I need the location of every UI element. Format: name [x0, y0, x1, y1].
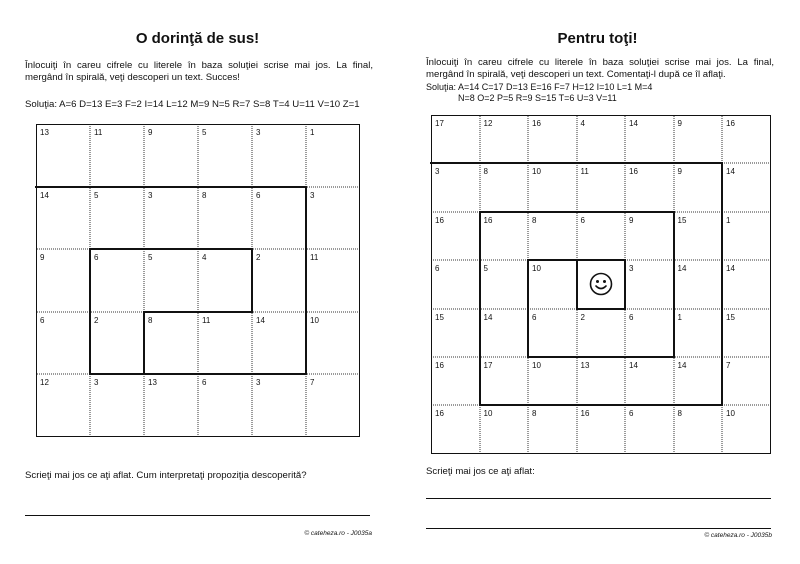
- right-spiral-line: [479, 404, 724, 406]
- right-grid-cell[interactable]: 15: [674, 212, 723, 260]
- right-grid-cell[interactable]: 10: [480, 405, 529, 453]
- left-grid-cell[interactable]: 3: [90, 374, 144, 437]
- right-grid-cell[interactable]: 14: [480, 309, 529, 357]
- right-grid-cell[interactable]: 17: [431, 115, 480, 163]
- right-grid-cell[interactable]: 14: [625, 357, 674, 405]
- right-grid-cell[interactable]: 8: [480, 163, 529, 211]
- smiley-face-icon: [589, 272, 613, 296]
- right-spiral-line: [721, 162, 723, 406]
- right-grid-cell[interactable]: 16: [431, 405, 480, 453]
- right-grid-cell[interactable]: 14: [625, 115, 674, 163]
- right-spiral-line: [624, 259, 626, 309]
- right-grid-cell[interactable]: 10: [528, 357, 577, 405]
- right-grid-cell[interactable]: 5: [480, 260, 529, 308]
- left-spiral-line: [251, 248, 253, 313]
- right-solution-line-1: Soluţia: A=14 C=17 D=13 E=16 F=7 H=12 I=10 L=1 M=4: [426, 82, 653, 92]
- left-grid-cell[interactable]: 9: [36, 249, 90, 312]
- right-grid-cell[interactable]: 1: [722, 212, 771, 260]
- left-spiral-line: [305, 186, 307, 376]
- right-grid-cell[interactable]: 9: [674, 163, 723, 211]
- right-grid-cell[interactable]: 15: [722, 309, 771, 357]
- right-grid-cell[interactable]: 10: [722, 405, 771, 453]
- left-spiral-line: [35, 186, 307, 188]
- left-title: O dorinţă de sus!: [135, 30, 260, 47]
- left-grid-cell[interactable]: 11: [198, 312, 252, 375]
- right-solution-line-2: N=8 O=2 P=5 R=9 S=15 T=6 U=3 V=11: [458, 93, 617, 103]
- left-grid-cell[interactable]: 6: [198, 374, 252, 437]
- left-grid-cell[interactable]: 1: [306, 124, 360, 187]
- right-spiral-line: [576, 308, 627, 310]
- right-grid-cell[interactable]: 12: [480, 115, 529, 163]
- right-grid-cell[interactable]: 1: [674, 309, 723, 357]
- right-grid-cell[interactable]: 3: [625, 260, 674, 308]
- left-grid-cell[interactable]: 5: [198, 124, 252, 187]
- left-grid-cell[interactable]: 4: [198, 249, 252, 312]
- left-footer: © cateheza.ro - J0035a: [304, 530, 372, 537]
- right-question: Scrieţi mai jos ce aţi aflat:: [426, 466, 535, 477]
- left-grid-cell[interactable]: 2: [252, 249, 306, 312]
- left-grid-cell[interactable]: 10: [306, 312, 360, 375]
- left-spiral-line: [143, 311, 145, 376]
- right-instructions: Înlocuiţi în careu cifrele cu literele în baza soluţiei scrise mai jos. La final, mergând în spirală, veţi descoperi un text. Comentaţi-l după ce îl aflaţi.: [426, 57, 774, 80]
- left-grid-cell[interactable]: 9: [144, 124, 198, 187]
- right-grid-cell[interactable]: 8: [528, 405, 577, 453]
- right-grid-cell[interactable]: 9: [625, 212, 674, 260]
- left-grid-cell[interactable]: 6: [90, 249, 144, 312]
- left-grid-cell[interactable]: 8: [198, 187, 252, 250]
- left-instructions: Înlocuiţi în careu cifrele cu literele în baza soluţiei scrise mai jos. La final, mergând în spirală, veţi descoperi un text. Succes!: [25, 60, 373, 83]
- left-grid-cell[interactable]: 2: [90, 312, 144, 375]
- right-grid-cell[interactable]: 6: [431, 260, 480, 308]
- left-puzzle-grid: [36, 124, 360, 437]
- right-grid-cell[interactable]: 16: [625, 163, 674, 211]
- left-grid-cell[interactable]: 3: [144, 187, 198, 250]
- left-spiral-line: [89, 248, 91, 375]
- left-solution: Soluţia: A=6 D=13 E=3 F=2 I=14 L=12 M=9 N=5 R=7 S=8 T=4 U=11 V=10 Z=1: [25, 99, 360, 110]
- left-spiral-line: [89, 248, 253, 250]
- right-grid-cell[interactable]: 3: [431, 163, 480, 211]
- right-spiral-line: [479, 211, 675, 213]
- left-grid-cell[interactable]: 14: [36, 187, 90, 250]
- left-grid-cell[interactable]: 11: [306, 249, 360, 312]
- right-spiral-line: [479, 211, 481, 407]
- right-grid-cell[interactable]: 2: [577, 309, 626, 357]
- left-grid-cell[interactable]: 13: [36, 124, 90, 187]
- right-grid-cell[interactable]: 10: [528, 260, 577, 308]
- left-grid-cell[interactable]: 12: [36, 374, 90, 437]
- right-grid-cell[interactable]: 16: [722, 115, 771, 163]
- right-footer: © cateheza.ro - J0035b: [704, 532, 772, 539]
- right-grid-cell[interactable]: 11: [577, 163, 626, 211]
- right-grid-cell[interactable]: 6: [625, 405, 674, 453]
- left-grid-cell[interactable]: 13: [144, 374, 198, 437]
- right-grid-cell[interactable]: 6: [528, 309, 577, 357]
- right-grid-cell[interactable]: 14: [722, 260, 771, 308]
- right-grid-cell[interactable]: 6: [625, 309, 674, 357]
- right-spiral-line: [430, 162, 723, 164]
- right-puzzle-grid: [431, 115, 771, 454]
- right-answer-line-2[interactable]: [426, 528, 771, 529]
- right-grid-cell[interactable]: 14: [674, 357, 723, 405]
- left-grid-cell[interactable]: 3: [252, 124, 306, 187]
- right-spiral-line: [576, 259, 578, 309]
- right-grid-cell[interactable]: 4: [577, 115, 626, 163]
- right-spiral-line: [673, 211, 675, 358]
- left-grid-cell[interactable]: 6: [252, 187, 306, 250]
- right-grid-cell[interactable]: 14: [674, 260, 723, 308]
- right-grid-cell[interactable]: 15: [431, 309, 480, 357]
- right-grid-cell[interactable]: 6: [577, 212, 626, 260]
- left-grid-cell[interactable]: 6: [36, 312, 90, 375]
- left-grid-cell[interactable]: 8: [144, 312, 198, 375]
- left-grid-cell[interactable]: 3: [306, 187, 360, 250]
- right-grid-cell[interactable]: 10: [528, 163, 577, 211]
- left-spiral-line: [143, 311, 253, 313]
- right-grid-cell[interactable]: 7: [722, 357, 771, 405]
- left-grid-cell[interactable]: 5: [144, 249, 198, 312]
- left-spiral-line: [89, 373, 307, 375]
- right-grid-cell[interactable]: 16: [431, 212, 480, 260]
- right-grid-cell[interactable]: 16: [431, 357, 480, 405]
- right-grid-cell[interactable]: 16: [528, 115, 577, 163]
- left-grid-cell[interactable]: 11: [90, 124, 144, 187]
- right-grid-cell[interactable]: 8: [528, 212, 577, 260]
- right-grid-cell[interactable]: 16: [480, 212, 529, 260]
- left-answer-line[interactable]: [25, 515, 370, 516]
- right-answer-line-1[interactable]: [426, 498, 771, 499]
- right-grid-cell[interactable]: 14: [722, 163, 771, 211]
- left-grid-cell[interactable]: 3: [252, 374, 306, 437]
- left-question: Scrieţi mai jos ce aţi aflat. Cum interpretaţi propoziţia descoperită?: [25, 470, 307, 481]
- right-grid-cell[interactable]: 17: [480, 357, 529, 405]
- right-grid-cell[interactable]: 9: [674, 115, 723, 163]
- right-spiral-line: [527, 356, 675, 358]
- right-grid-cell[interactable]: 13: [577, 357, 626, 405]
- right-title: Pentru toţi!: [557, 30, 638, 47]
- right-grid-cell[interactable]: 16: [577, 405, 626, 453]
- right-spiral-line: [527, 259, 529, 358]
- right-grid-cell[interactable]: 8: [674, 405, 723, 453]
- left-grid-cell[interactable]: 5: [90, 187, 144, 250]
- left-grid-cell[interactable]: 7: [306, 374, 360, 437]
- left-grid-cell[interactable]: 14: [252, 312, 306, 375]
